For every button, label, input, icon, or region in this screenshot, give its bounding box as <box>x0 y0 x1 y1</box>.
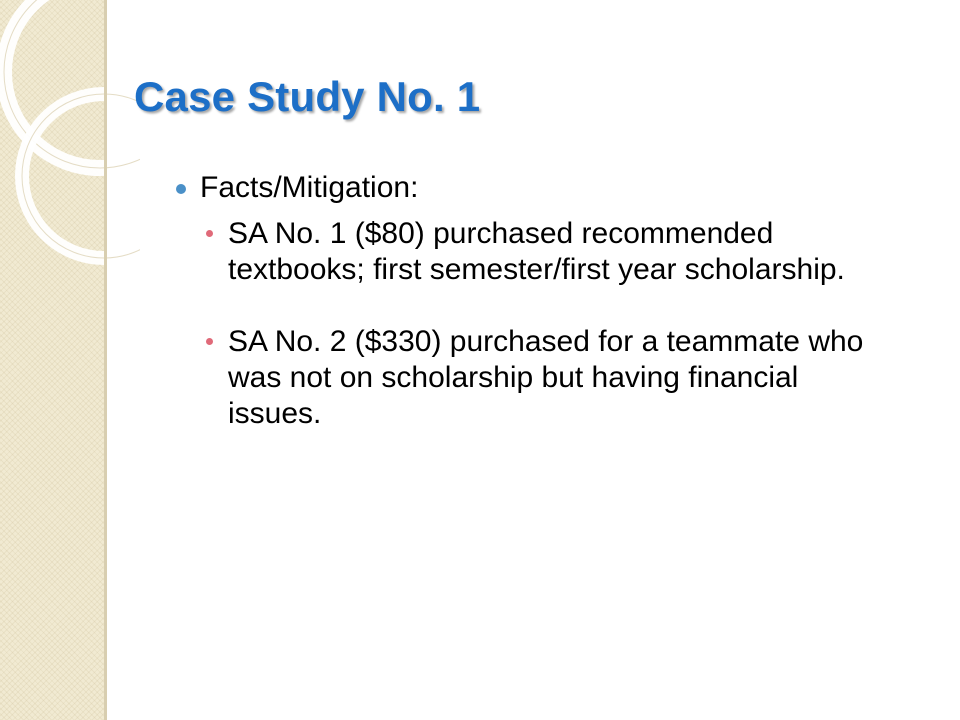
decorative-rings-graphic <box>0 0 140 300</box>
sub-bullet-text: SA No. 1 ($80) purchased recommended textbooks; first semester/first year scholarship. <box>228 217 845 286</box>
sub-bullet-dot-icon <box>206 338 213 345</box>
side-panel-divider <box>104 0 107 720</box>
sub-bullet-dot-icon <box>206 230 213 237</box>
sub-bullet-sa-no-1 <box>228 216 868 288</box>
bullet-dot-icon <box>176 184 186 194</box>
slide-content <box>176 168 866 432</box>
decorative-small-ring <box>22 94 140 258</box>
sub-bullet-sa-no-2 <box>228 324 868 432</box>
bullet-facts-mitigation <box>176 168 866 208</box>
sub-bullet-text: SA No. 2 ($330) purchased for a teammate who was not on scholarship but having financial issues. <box>228 325 864 430</box>
slide-title: Case Study No. 1 <box>134 73 481 120</box>
bullet-text: Facts/Mitigation: <box>200 171 419 204</box>
